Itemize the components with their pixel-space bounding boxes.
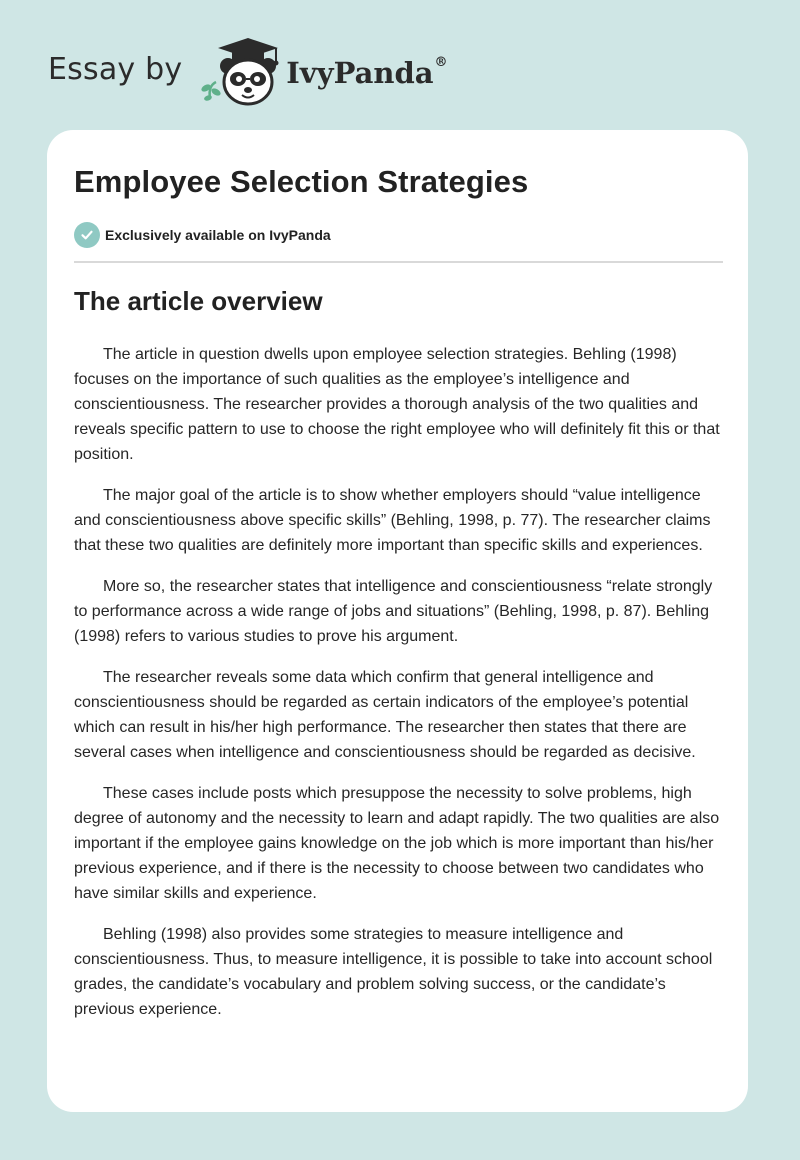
essay-by-label: Essay by <box>48 51 183 87</box>
essay-card <box>47 130 748 1112</box>
brand-name[interactable] <box>286 56 447 90</box>
paragraph: Behling (1998) also provides some strategies to measure intelligence and conscientiousness. Thus, to measure intelligence, it is possible to take into account school grades, the candidate’s vocabulary and problem solving success, or the candidate’s previous experience. <box>74 926 713 1018</box>
divider <box>74 261 723 263</box>
paragraph: These cases include posts which presuppose the necessity to solve problems, high degree of autonomy and the necessity to learn and adapt rapidly. The two qualities are also important if the employee gains knowledge on the job which is more important than his/her previous experience, and if there is the necessity to choose between two candidates who have similar skills and experience. <box>74 785 720 902</box>
panda-logo-icon[interactable] <box>196 36 288 108</box>
paragraph: The major goal of the article is to show whether employers should “value intelligence and conscientiousness above specific skills” (Behling, 1998, p. 77). The researcher claims that these two qualities are definitely more important than specific skills and experiences. <box>74 487 711 554</box>
page-title: Employee Selection Strategies <box>74 164 529 199</box>
paragraph: The researcher reveals some data which confirm that general intelligence and conscientiousness should be regarded as certain indicators of the employee’s potential which can result in his/her high performance. The researcher then states that there are several cases when intelligence and conscientiousness should be regarded as decisive. <box>74 669 696 761</box>
section-title: The article overview <box>74 286 323 316</box>
article-body <box>74 342 726 1038</box>
registered-mark: ® <box>434 55 448 71</box>
paragraph: The article in question dwells upon employee selection strategies. Behling (1998) focuses on the importance of such qualities as the employee’s intelligence and conscientiousness. The researcher provides a thorough analysis of the two qualities and reveals specific pattern to use to choose the right employee who will definitely fit this or that position. <box>74 346 720 463</box>
brand-text: IvyPanda <box>286 56 434 90</box>
site-header <box>48 36 448 108</box>
check-circle-icon <box>74 222 100 248</box>
badge-text: Exclusively available on IvyPanda <box>105 227 331 243</box>
exclusive-badge <box>74 222 331 248</box>
paragraph: More so, the researcher states that intelligence and conscientiousness “relate strongly to performance across a wide range of jobs and situations” (Behling, 1998, p. 87). Behling (1998) refers to various studies to prove his argument. <box>74 578 713 645</box>
